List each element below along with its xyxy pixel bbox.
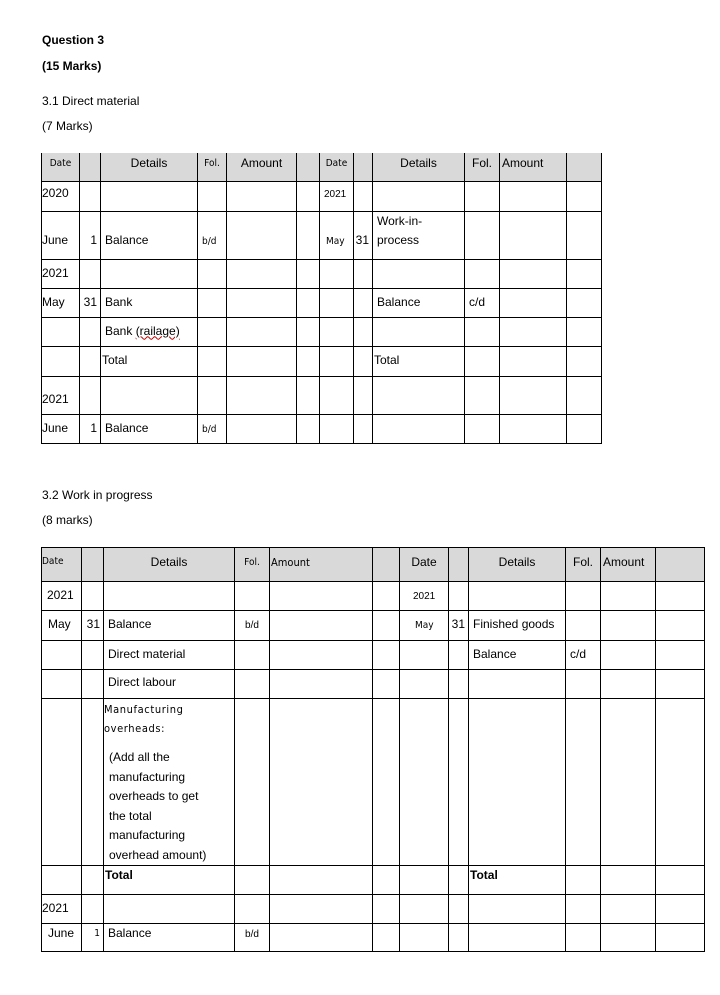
question-title: Question 3 (42, 33, 105, 47)
day-cell: 31 (354, 211, 373, 259)
header-date: Date (42, 548, 82, 582)
day-cell: 1 (80, 211, 101, 259)
details-cell: Bank (railage) (101, 317, 198, 346)
work-in-progress-marks: (8 marks) (42, 513, 93, 527)
total-label: Total (469, 866, 566, 895)
details-cell: Balance (104, 611, 235, 641)
day-cell: 31 (449, 611, 469, 641)
year-cell: 2021 (42, 895, 82, 924)
header-amount: Amount (601, 548, 656, 582)
folio-cell: b/d (235, 924, 270, 952)
question-marks: (15 Marks) (42, 59, 102, 73)
details-cell: Balance (373, 288, 465, 317)
details-cell: Work-in- process (373, 211, 465, 259)
year-cell: 2021 (42, 582, 82, 611)
overheads-instruction-note: (Add all the manufacturing overheads to get the total manufacturing overhead amount) (109, 750, 207, 862)
details-cell: Balance (101, 211, 198, 259)
details-cell: Balance (469, 641, 566, 670)
month-cell: May (400, 611, 449, 641)
header-amount: Amount (270, 548, 373, 582)
header-date: Date (320, 153, 354, 181)
month-cell: June (42, 414, 80, 443)
folio-cell: b/d (198, 414, 227, 443)
header-fol: Fol. (235, 548, 270, 582)
year-cell: 2020 (42, 181, 80, 211)
direct-material-marks: (7 Marks) (42, 119, 93, 133)
day-cell: 31 (82, 611, 104, 641)
folio-cell: b/d (198, 211, 227, 259)
work-in-progress-heading: 3.2 Work in progress (42, 488, 153, 502)
total-label: Total (101, 346, 198, 376)
header-details: Details (104, 548, 235, 582)
day-cell: 1 (82, 924, 104, 952)
details-cell: Finished goods (469, 611, 566, 641)
month-cell: May (320, 211, 354, 259)
details-cell: Direct material (104, 641, 235, 670)
day-cell: 1 (80, 414, 101, 443)
details-cell: Direct labour (104, 670, 235, 699)
header-details: Details (101, 153, 198, 181)
month-cell: May (42, 288, 80, 317)
header-fol: Fol. (566, 548, 601, 582)
direct-material-ledger (41, 153, 602, 444)
header-date: Date (400, 548, 449, 582)
year-cell: 2021 (320, 181, 354, 211)
total-label: Total (373, 346, 465, 376)
details-cell: Balance (104, 924, 235, 952)
header-details: Details (373, 153, 465, 181)
month-cell: May (42, 611, 82, 641)
month-cell: June (42, 924, 82, 952)
folio-cell: c/d (465, 288, 500, 317)
details-cell: Balance (101, 414, 198, 443)
year-cell: 2021 (400, 582, 449, 611)
folio-cell: c/d (566, 641, 601, 670)
header-details: Details (469, 548, 566, 582)
header-fol: Fol. (198, 153, 227, 181)
year-cell: 2021 (42, 259, 80, 288)
header-amount: Amount (227, 153, 297, 181)
header-amount: Amount (500, 153, 567, 181)
total-label: Total (104, 866, 235, 895)
month-cell: June (42, 211, 80, 259)
details-cell: Bank (101, 288, 198, 317)
manufacturing-overheads-cell: Manufacturing overheads: (Add all the manufacturing overheads to get the total manufacturing overhead amount) (104, 699, 235, 866)
header-fol: Fol. (465, 153, 500, 181)
day-cell: 31 (80, 288, 101, 317)
header-date: Date (42, 153, 80, 181)
year-cell: 2021 (42, 376, 80, 414)
folio-cell: b/d (235, 611, 270, 641)
work-in-progress-ledger (41, 547, 705, 952)
direct-material-heading: 3.1 Direct material (42, 94, 140, 108)
